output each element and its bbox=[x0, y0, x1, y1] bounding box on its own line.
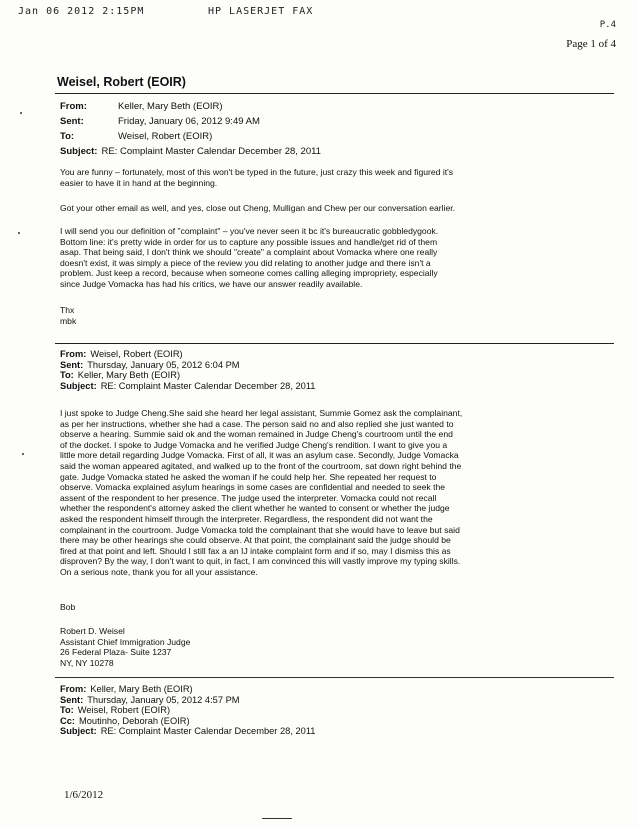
email1-signoff-line: mbk bbox=[60, 315, 77, 326]
email2-separator bbox=[55, 343, 614, 344]
email3-sent-row bbox=[60, 695, 315, 706]
email1-subject-label: Subject: bbox=[60, 146, 98, 157]
email1-from-label: From: bbox=[60, 101, 87, 112]
scan-speck bbox=[18, 232, 20, 234]
email2-body-line: observe a hearing. Summie said ok and the woman remained in Judge Cheng's courtroom until the end bbox=[60, 429, 453, 440]
email3-cc: Moutinho, Deborah (EOIR) bbox=[78, 715, 190, 726]
email1-to-row bbox=[60, 129, 321, 144]
email2-body-line: gate. Judge Vomacka stated he asked the woman if he could help her. She repeated her request to bbox=[60, 471, 437, 482]
email3-to: Weisel, Robert (EOIR) bbox=[77, 705, 171, 716]
email2-body-line: whether the respondent's attorney asked the client whether he wanted to consent or whether the judge bbox=[60, 503, 450, 514]
email2-body-line: little more detail regarding Judge Vomacka. First of all, it was an asylum case. Secondly, Judge Vomacka bbox=[60, 450, 459, 461]
email3-from-label: From: bbox=[60, 684, 87, 694]
signature-line: NY, NY 10278 bbox=[60, 657, 114, 668]
signature-line: 26 Federal Plaza- Suite 1237 bbox=[60, 647, 172, 658]
email1-signoff-line: Thx bbox=[60, 305, 75, 315]
email2-from: Weisel, Robert (EOIR) bbox=[90, 349, 183, 359]
scan-speck bbox=[262, 818, 292, 819]
email3-separator bbox=[55, 677, 614, 678]
email2-to: Keller, Mary Beth (EOIR) bbox=[77, 370, 181, 381]
email2-body-line: On a serious note, thank you for all your assistance. bbox=[60, 566, 258, 577]
email2-closing-text: Bob bbox=[60, 602, 76, 612]
email2-body-line: observe. Vomacka explained asylum hearings in some cases are confidential and needed to seek the bbox=[60, 482, 446, 493]
email1-p1-line: easier to have it in hand at the beginning. bbox=[60, 177, 218, 188]
email2-header bbox=[60, 349, 315, 391]
email2-body-line: I just spoke to Judge Cheng.She said she heard her legal assistant, Summie Gomez ask the complainant, bbox=[60, 408, 463, 418]
footer-date: 1/6/2012 bbox=[64, 789, 104, 801]
email2-from-row bbox=[60, 349, 315, 360]
recipient-title: Weisel, Robert (EOIR) bbox=[57, 75, 186, 89]
email2-body-line: assent of the respondent to her presence. The judge used the interpreter. Vomacka could not recall bbox=[60, 492, 437, 503]
email3-subject-label: Subject: bbox=[60, 726, 97, 737]
email2-body-line: there may be other hearings she could observe. At that point, the complainant said the judge should be bbox=[60, 535, 451, 546]
email2-sent-label: Sent: bbox=[60, 359, 84, 370]
email2-body-line: fired at that point and left. Should I still fax a an IJ intake complaint form and if so, may I dismiss this as bbox=[60, 545, 451, 556]
email1-p2-line: Got your other email as well, and yes, close out Cheng, Mulligan and Chew per our conversation earlier. bbox=[60, 203, 456, 213]
email1-from: Keller, Mary Beth (EOIR) bbox=[118, 101, 223, 112]
email2-from-label: From: bbox=[60, 349, 87, 359]
email2-sent: Thursday, January 05, 2012 6:04 PM bbox=[87, 359, 240, 370]
fax-header bbox=[18, 6, 314, 17]
scan-speck bbox=[22, 453, 24, 455]
email3-from: Keller, Mary Beth (EOIR) bbox=[90, 684, 193, 694]
email3-sent-label: Sent: bbox=[60, 694, 84, 705]
email1-subject: RE: Complaint Master Calendar December 28, 2011 bbox=[101, 146, 321, 157]
email2-to-row bbox=[60, 370, 315, 381]
email2-body-line: asked the respondent himself through the interpreter. Regardless, the respondent did not want the bbox=[60, 513, 433, 524]
email1-to-label: To: bbox=[60, 131, 75, 142]
email2-signature bbox=[60, 626, 190, 668]
email1-p3-line: since Judge Vomacka has had his critics, we have our answer readily available. bbox=[60, 278, 363, 289]
email3-to-label: To: bbox=[60, 705, 74, 716]
email2-closing bbox=[60, 602, 75, 613]
email2-body-line: complainant in the courtroom. Judge Vomacka told the complainant that she would have to leave but said bbox=[60, 524, 460, 535]
email1-signoff bbox=[60, 305, 76, 326]
email3-from-row bbox=[60, 684, 315, 695]
email2-body-line: of the docket. I spoke to Judge Vomacka and he verified Judge Cheng's rendition. I want to give you a bbox=[60, 439, 448, 450]
email1-p3-line: problem. Just keep a record, because when someone comes calling alleging impropriety, especially bbox=[60, 268, 438, 279]
email2-body-line: said the woman appeared agitated, and walked up to the front of the courtroom, sat down right behind the bbox=[60, 460, 462, 471]
email1-p3-line: I will send you our definition of "complaint" – you've never seen it bc it's bureaucratic gobbledygook. bbox=[60, 226, 439, 236]
fax-timestamp: Jan 06 2012 2:15PM bbox=[18, 6, 145, 17]
email1-p3-line: doesn't exist, it was simply a piece of the review you did relating to another judge and there isn't a bbox=[60, 257, 431, 268]
email3-cc-row bbox=[60, 716, 315, 727]
email3-subject-row bbox=[60, 726, 315, 737]
email2-body-line: disproven? By the way, I don't want to quit, in fact, I am convinced this will vastly improve my typing skills. bbox=[60, 556, 461, 567]
email2-sent-row bbox=[60, 360, 315, 371]
email2-subject-row bbox=[60, 381, 315, 392]
email3-cc-label: Cc: bbox=[60, 715, 75, 726]
email3-sent: Thursday, January 05, 2012 4:57 PM bbox=[87, 694, 240, 705]
email2-subject: RE: Complaint Master Calendar December 28, 2011 bbox=[100, 380, 316, 391]
title-rule bbox=[55, 93, 614, 94]
email1-paragraph3 bbox=[60, 226, 608, 290]
email3-header bbox=[60, 684, 315, 737]
email1-p3-line: asap. That being said, I don't think we should "create" a complaint about Vomacka where one really bbox=[60, 247, 438, 258]
signature-line: Robert D. Weisel bbox=[60, 626, 125, 636]
email3-to-row bbox=[60, 705, 315, 716]
fax-page-code: P.4 bbox=[599, 20, 616, 30]
email2-body bbox=[60, 408, 608, 578]
email1-to: Weisel, Robert (EOIR) bbox=[118, 131, 213, 142]
email1-p1-line: You are funny – fortunately, most of this won't be typed in the future, just crazy this week and figured it's bbox=[60, 167, 454, 177]
scan-speck bbox=[20, 112, 22, 114]
email1-sent-label: Sent: bbox=[60, 116, 84, 127]
email1-paragraph1 bbox=[60, 167, 608, 188]
email2-subject-label: Subject: bbox=[60, 380, 97, 391]
email1-p3-line: Bottom line: it's pretty wide in order for us to capture any possible issues and handle/get rid of them bbox=[60, 236, 438, 247]
email1-sent: Friday, January 06, 2012 9:49 AM bbox=[118, 116, 260, 127]
email1-header bbox=[60, 99, 321, 159]
email3-subject: RE: Complaint Master Calendar December 28, 2011 bbox=[100, 726, 316, 737]
email2-body-line: as per her instructions, whether she had a case. The person said no and also replied she just wanted to bbox=[60, 418, 454, 429]
fax-machine: HP LASERJET FAX bbox=[208, 6, 314, 17]
signature-line: Assistant Chief Immigration Judge bbox=[60, 636, 191, 647]
page-count: Page 1 of 4 bbox=[566, 38, 616, 50]
email1-from-row bbox=[60, 99, 321, 114]
email1-subject-row bbox=[60, 144, 321, 159]
email1-paragraph2 bbox=[60, 203, 608, 214]
email1-sent-row bbox=[60, 114, 321, 129]
email2-to-label: To: bbox=[60, 370, 74, 381]
